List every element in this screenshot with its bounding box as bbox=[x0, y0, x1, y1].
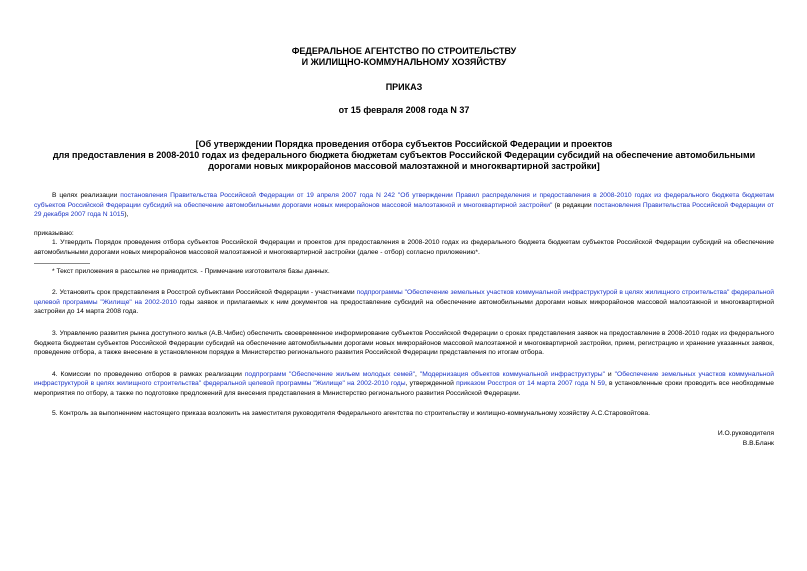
order-item-1: 1. Утвердить Порядок проведения отбора субъектов Российской Федерации и проектов для предоставления в 2008-2010 годах из федерального бюджета бюджетам субъектов Российской Федерации субсидий на обеспечение автомобильными дорогами новых микрорайонов массовой малоэтажной и многоквартирной застройки (далее - отбор) согласно приложению*. bbox=[34, 239, 774, 256]
link-subprogram-modernization[interactable]: "Модернизация объектов коммунальной инфраструктуры" bbox=[419, 370, 605, 378]
link-subprogram-young-families[interactable]: подпрограмм "Обеспечение жильем молодых семей" bbox=[244, 370, 415, 378]
intro-text-2: (в редакции bbox=[552, 201, 594, 209]
footnote-divider bbox=[34, 263, 90, 264]
item4-text-1: 4. Комиссии по проведению отборов в рамках реализации bbox=[52, 370, 245, 378]
order-item-4 bbox=[34, 370, 774, 399]
intro-paragraph bbox=[34, 191, 774, 220]
link-subprogram-land-plots-2[interactable]: "Обеспечение земельных участков коммунальной инфраструктурой в целях жилищного строительства" федеральной целевой программы "Жилище" на 2002-2010 годы bbox=[34, 370, 774, 388]
item2-text-2: годы заявок и прилагаемых к ним документов на предоставление субсидий на обеспечение автомобильными дорогами новых микрорайонов массовой малоэтажной и многоквартирной застройки до 14 марта 2008 года. bbox=[34, 298, 774, 316]
item4-text-2: , bbox=[415, 370, 420, 378]
order-verb: приказываю: bbox=[34, 229, 74, 237]
doc-type-heading: ПРИКАЗ bbox=[385, 82, 423, 92]
signature-block bbox=[34, 429, 774, 448]
link-order-rosstroy-59[interactable]: приказом Росстроя от 14 марта 2007 года N 59 bbox=[456, 380, 605, 388]
signature-name: В.В.Бланк bbox=[742, 439, 774, 447]
title-line-1: [Об утверждении Порядка проведения отбора субъектов Российской Федерации и проектов bbox=[195, 139, 613, 149]
order-item-2 bbox=[34, 288, 774, 317]
date-number-line: от 15 февраля 2008 года N 37 bbox=[338, 105, 470, 115]
item4-text-5: , в установленные сроки проводить все необходимые мероприятия по отбору, а также по подготовке предложений для внесения представления в Министерство регионального развития Российской Федерации. bbox=[34, 380, 775, 397]
agency-line-1: ФЕДЕРАЛЬНОЕ АГЕНТСТВО ПО СТРОИТЕЛЬСТВУ bbox=[291, 46, 517, 56]
item4-text-4: , утвержденной bbox=[405, 380, 457, 388]
intro-text-1: В целях реализации bbox=[52, 192, 121, 199]
link-subprogram-land-plots[interactable]: подпрограммы "Обеспечение земельных участков коммунальной инфраструктурой в целях жилищного строительства" федеральной целевой программы "Жилище" на 2002-2010 bbox=[34, 289, 774, 306]
title-line-3: дорогами новых микрорайонов массовой малоэтажной и многоквартирной застройки] bbox=[208, 161, 600, 171]
document-title bbox=[34, 139, 774, 172]
link-decree-242[interactable]: постановления Правительства Российской Федерации от 19 апреля 2007 года N 242 "Об утверждении Правил распределения и предоставления в 2008-2010 годах из федерального бюджета бюджетам субъектов Российской Федерации субсидий на обеспечение автомобильными дорогами новых микрорайонов массовой малоэтажной и многоквартирной застройки" bbox=[34, 192, 774, 209]
order-item-5: 5. Контроль за выполнением настоящего приказа возложить на заместителя руководителя Федерального агентства по строительству и жилищно-коммунальному хозяйству А.С.Старовойтова. bbox=[52, 409, 650, 417]
item2-text-1: 2. Установить срок представления в Росстрой субъектами Российской Федерации - участниками bbox=[52, 289, 357, 297]
document-page bbox=[34, 0, 774, 448]
agency-header bbox=[34, 46, 774, 68]
link-decree-1015[interactable]: постановления Правительства Российской Федерации от 29 декабря 2007 года N 1015 bbox=[34, 201, 774, 219]
footnote: * Текст приложения в рассылке не приводится. - Примечание изготовителя базы данных. bbox=[52, 267, 330, 275]
signature-position: И.О.руководителя bbox=[717, 430, 774, 438]
title-line-2: для предоставления в 2008-2010 годах из федерального бюджета бюджетам субъектов Российской Федерации субсидий на обеспечение автомобильными bbox=[52, 150, 756, 160]
agency-line-2: И ЖИЛИЩНО-КОММУНАЛЬНОМУ ХОЗЯЙСТВУ bbox=[301, 57, 507, 67]
intro-text-3: ), bbox=[124, 211, 129, 219]
order-item-3: 3. Управлению развития рынка доступного жилья (А.В.Чибис) обеспечить своевременное информирование субъектов Российской Федерации о сроках представления заявок на предоставление в 2008-2010 годах из федерального бюджета бюджетам субъектов Российской Федерации субсидий на обеспечение автомобильными дорогами новых микрорайонов массовой малоэтажной и многоквартирной застройки, прием, регистрацию и хранение указанных заявок, проведение отбора, а также внесение в установленном порядке в Министерство регионального развития Российской Федерации представления по итогам отбора. bbox=[34, 329, 774, 357]
item4-text-3: и bbox=[604, 370, 615, 378]
